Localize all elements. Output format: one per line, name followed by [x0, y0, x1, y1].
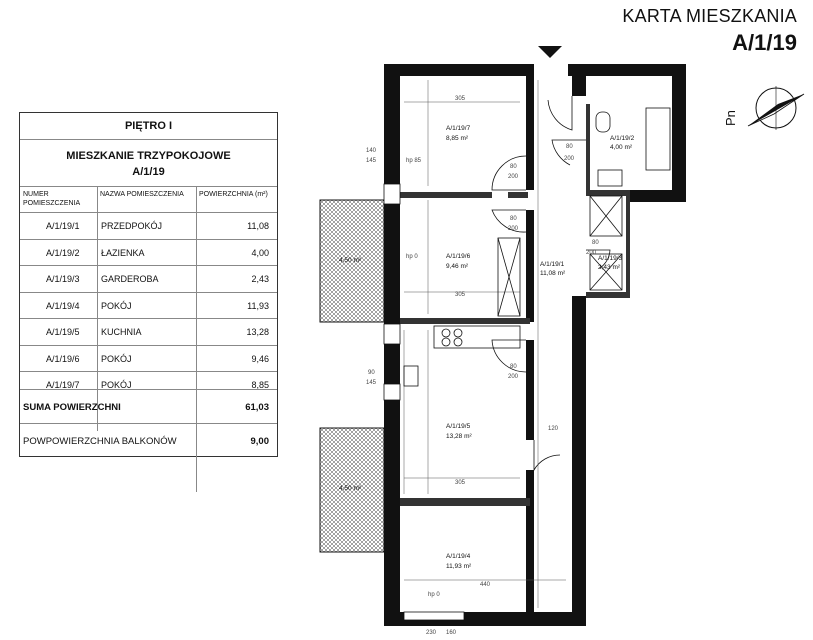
room-area: 2,43: [251, 274, 269, 284]
room-code-label: A/1/19/7: [446, 125, 471, 132]
dimension-label: 200: [508, 226, 519, 232]
room-number: A/1/19/4: [46, 300, 80, 311]
balcony-label: POWPOWIERZCHNIA BALKONÓW: [23, 436, 177, 447]
dimension-label: 305: [455, 96, 466, 102]
apartment-code-heading: A/1/19: [732, 30, 797, 55]
room-number: A/1/19/3: [46, 274, 80, 284]
hp-label: hp 85: [406, 158, 422, 164]
room-area: 11,93: [247, 300, 269, 311]
room-area-label: 2,43 m²: [598, 264, 621, 271]
dimension-label: 145: [366, 380, 377, 386]
apartment-type: MIESZKANIE TRZYPOKOJOWE: [66, 149, 231, 162]
room-area-label: 9,46 m²: [446, 263, 469, 270]
dimension-label: 230: [426, 630, 437, 636]
room-code-label: A/1/19/2: [610, 135, 635, 142]
room-name: POKÓJ: [101, 353, 132, 364]
dimension-labels: [366, 96, 599, 636]
room-number: A/1/19/6: [46, 353, 80, 364]
balcony-value: 9,00: [250, 436, 269, 447]
entrance-arrow-icon: [538, 46, 562, 58]
room-area: 4,00: [251, 247, 269, 258]
room-name: KUCHNIA: [101, 327, 142, 337]
room-area-label: 8,85 m²: [446, 135, 469, 142]
column-number: NUMER POMIESZCZENIA: [23, 191, 81, 207]
room-code-label: A/1/19/3: [598, 255, 623, 262]
dimension-label: 305: [455, 480, 466, 486]
room-area: 8,85: [251, 380, 269, 390]
compass-label: Pn: [723, 110, 738, 126]
apartment-code: A/1/19: [132, 165, 165, 178]
kitchen-fixtures: [404, 238, 520, 386]
room-name: ŁAZIENKA: [101, 247, 145, 258]
room-code-label: A/1/19/5: [446, 423, 471, 430]
dimension-label: 80: [510, 364, 517, 370]
room-name: GARDEROBA: [101, 274, 159, 284]
room-number: A/1/19/1: [46, 221, 80, 231]
room-area-label: 13,28 m²: [446, 433, 472, 440]
room-area: 13,28: [246, 327, 269, 337]
dimension-label: 305: [455, 292, 466, 298]
dimension-label: 160: [446, 630, 457, 636]
hp-label: hp 0: [406, 254, 418, 260]
dimension-label: 145: [366, 158, 377, 164]
dimension-lines: [404, 80, 566, 608]
room-number: A/1/19/2: [46, 247, 80, 258]
room-code-label: A/1/19/6: [446, 253, 471, 260]
room-name: POKÓJ: [101, 300, 132, 311]
exterior-walls: [384, 64, 686, 626]
room-code-label: A/1/19/4: [446, 553, 471, 560]
dimension-label: 80: [510, 216, 517, 222]
room-area: 9,46: [251, 353, 269, 364]
total-label: SUMA POWIERZCHNI: [23, 402, 121, 413]
floor-label: PIĘTRO I: [124, 120, 173, 132]
compass-icon: [748, 86, 804, 130]
dimension-label: 90: [368, 370, 375, 376]
total-value: 61,03: [245, 402, 269, 413]
room-name: POKÓJ: [101, 380, 132, 390]
dimension-label: 120: [548, 426, 559, 432]
dimension-label: 80: [592, 240, 599, 246]
balcony-area-label: 4,50 m²: [339, 485, 362, 492]
room-code-label: A/1/19/1: [540, 261, 565, 268]
room-area-label: 11,93 m²: [446, 563, 472, 570]
dimension-label: 200: [586, 250, 597, 256]
dimension-label: 200: [564, 156, 575, 162]
room-number: A/1/19/5: [46, 327, 80, 337]
dimension-label: 200: [508, 374, 519, 380]
header-title: KARTA MIESZKANIA: [622, 6, 797, 26]
dimension-label: 80: [510, 164, 517, 170]
door-swings: [492, 96, 610, 470]
column-name: NAZWA POMIESZCZENIA: [100, 191, 184, 198]
column-area: POWIERZCHNIA (m²): [199, 191, 268, 198]
hp-label: hp 0: [428, 592, 440, 598]
balcony-area-label: 4,50 m²: [339, 257, 362, 264]
dimension-label: 140: [366, 148, 377, 154]
room-area: 11,08: [247, 221, 269, 231]
room-area-label: 11,08 m²: [540, 270, 566, 277]
room-number: A/1/19/7: [46, 380, 80, 390]
dimension-label: 200: [508, 174, 519, 180]
room-area-label: 4,00 m²: [610, 144, 633, 151]
dimension-label: 440: [480, 582, 491, 588]
dimension-label: 80: [566, 144, 573, 150]
room-name: PRZEDPOKÓJ: [101, 221, 163, 231]
